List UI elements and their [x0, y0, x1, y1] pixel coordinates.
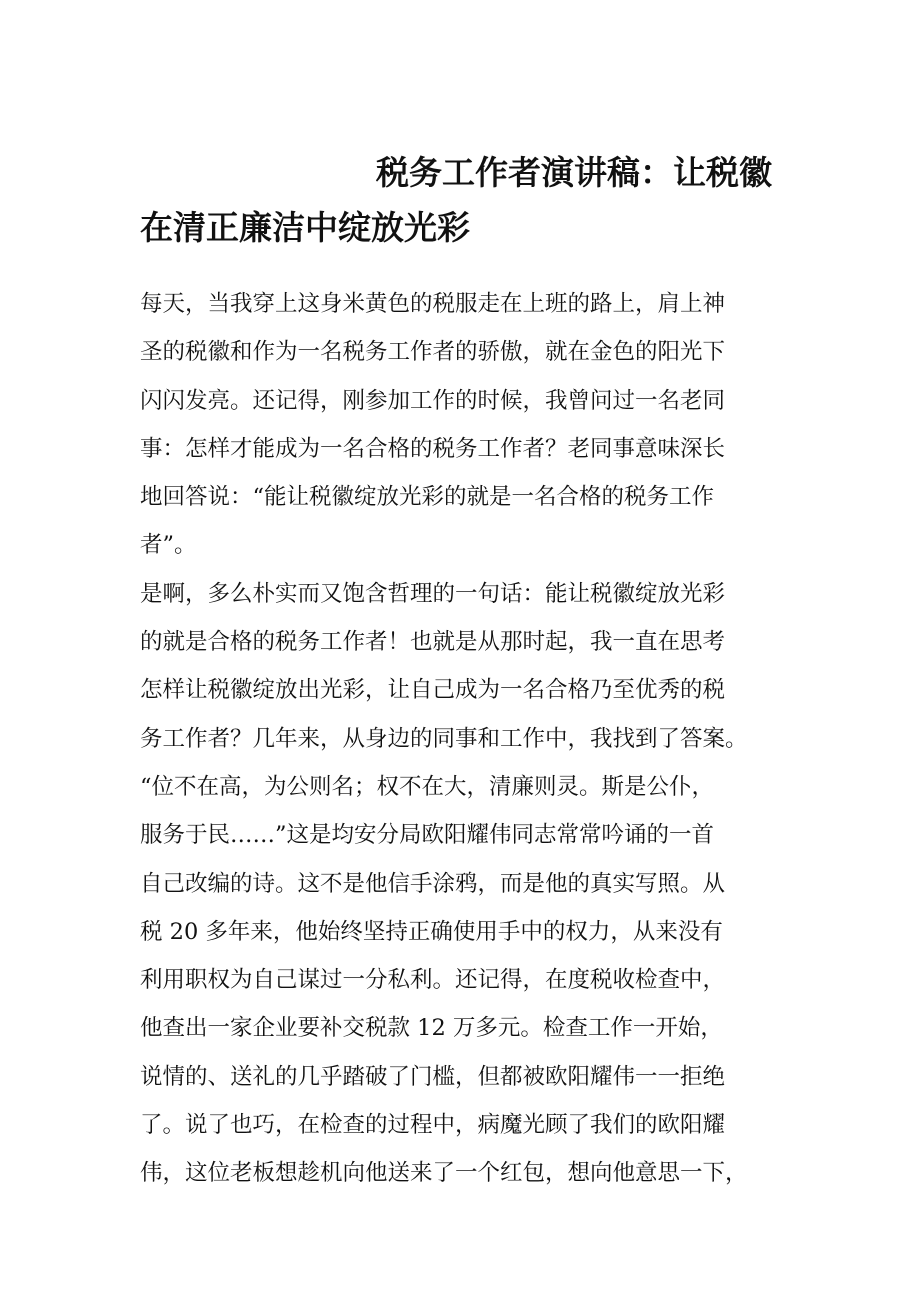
- text-line: 服务于民……”这是均安分局欧阳耀伟同志常常吟诵的一首: [140, 822, 715, 849]
- text-line: 伟，这位老板想趁机向他送来了一个红包，想向他意思一下，: [140, 1160, 748, 1187]
- text-line: 说情的、送礼的几乎踏破了门槛，但都被欧阳耀伟一一拒绝: [140, 1063, 726, 1090]
- text-line: 他查出一家企业要补交税款 12 万多元。检查工作一开始，: [140, 1015, 723, 1042]
- title-line: 在清正廉洁中绽放光彩: [140, 208, 470, 247]
- text-line: 闪闪发亮。还记得，刚参加工作的时候，我曾问过一名老同: [140, 387, 726, 414]
- text-line: “位不在高，为公则名；权不在大，清廉则灵。斯是公仆，: [140, 773, 715, 800]
- text-line: 每天，当我穿上这身米黄色的税服走在上班的路上，肩上神: [140, 291, 726, 317]
- text-line: 圣的税徽和作为一名税务工作者的骄傲，就在金色的阳光下: [140, 339, 726, 366]
- text-line: 了。说了也巧，在检查的过程中，病魔光顾了我们的欧阳耀: [140, 1112, 726, 1139]
- text-line: 务工作者？几年来，从身边的同事和工作中，我找到了答案。: [140, 725, 748, 752]
- text-line: 税 20 多年来，他始终坚持正确使用手中的权力，从来没有: [140, 918, 723, 945]
- text-line: 地回答说：“能让税徽绽放光彩的就是一名合格的税务工作: [140, 484, 715, 511]
- document-title: [140, 145, 790, 255]
- text-line: 怎样让税徽绽放出光彩，让自己成为一名合格乃至优秀的税: [140, 677, 726, 704]
- body-text: [140, 280, 800, 1198]
- text-line: 自己改编的诗。这不是他信手涂鸦，而是他的真实写照。从: [140, 870, 726, 897]
- title-line: 税务工作者演讲稿：让税徽: [376, 153, 772, 192]
- text-line: 是啊，多么朴实而又饱含哲理的一句话：能让税徽绽放光彩: [140, 580, 726, 607]
- text-line: 事：怎样才能成为一名合格的税务工作者？老同事意味深长: [140, 435, 726, 462]
- text-line: 利用职权为自己谋过一分私利。还记得，在度税收检查中，: [140, 967, 726, 994]
- text-line: 者”。: [140, 532, 197, 559]
- text-line: 的就是合格的税务工作者！也就是从那时起，我一直在思考: [140, 629, 726, 656]
